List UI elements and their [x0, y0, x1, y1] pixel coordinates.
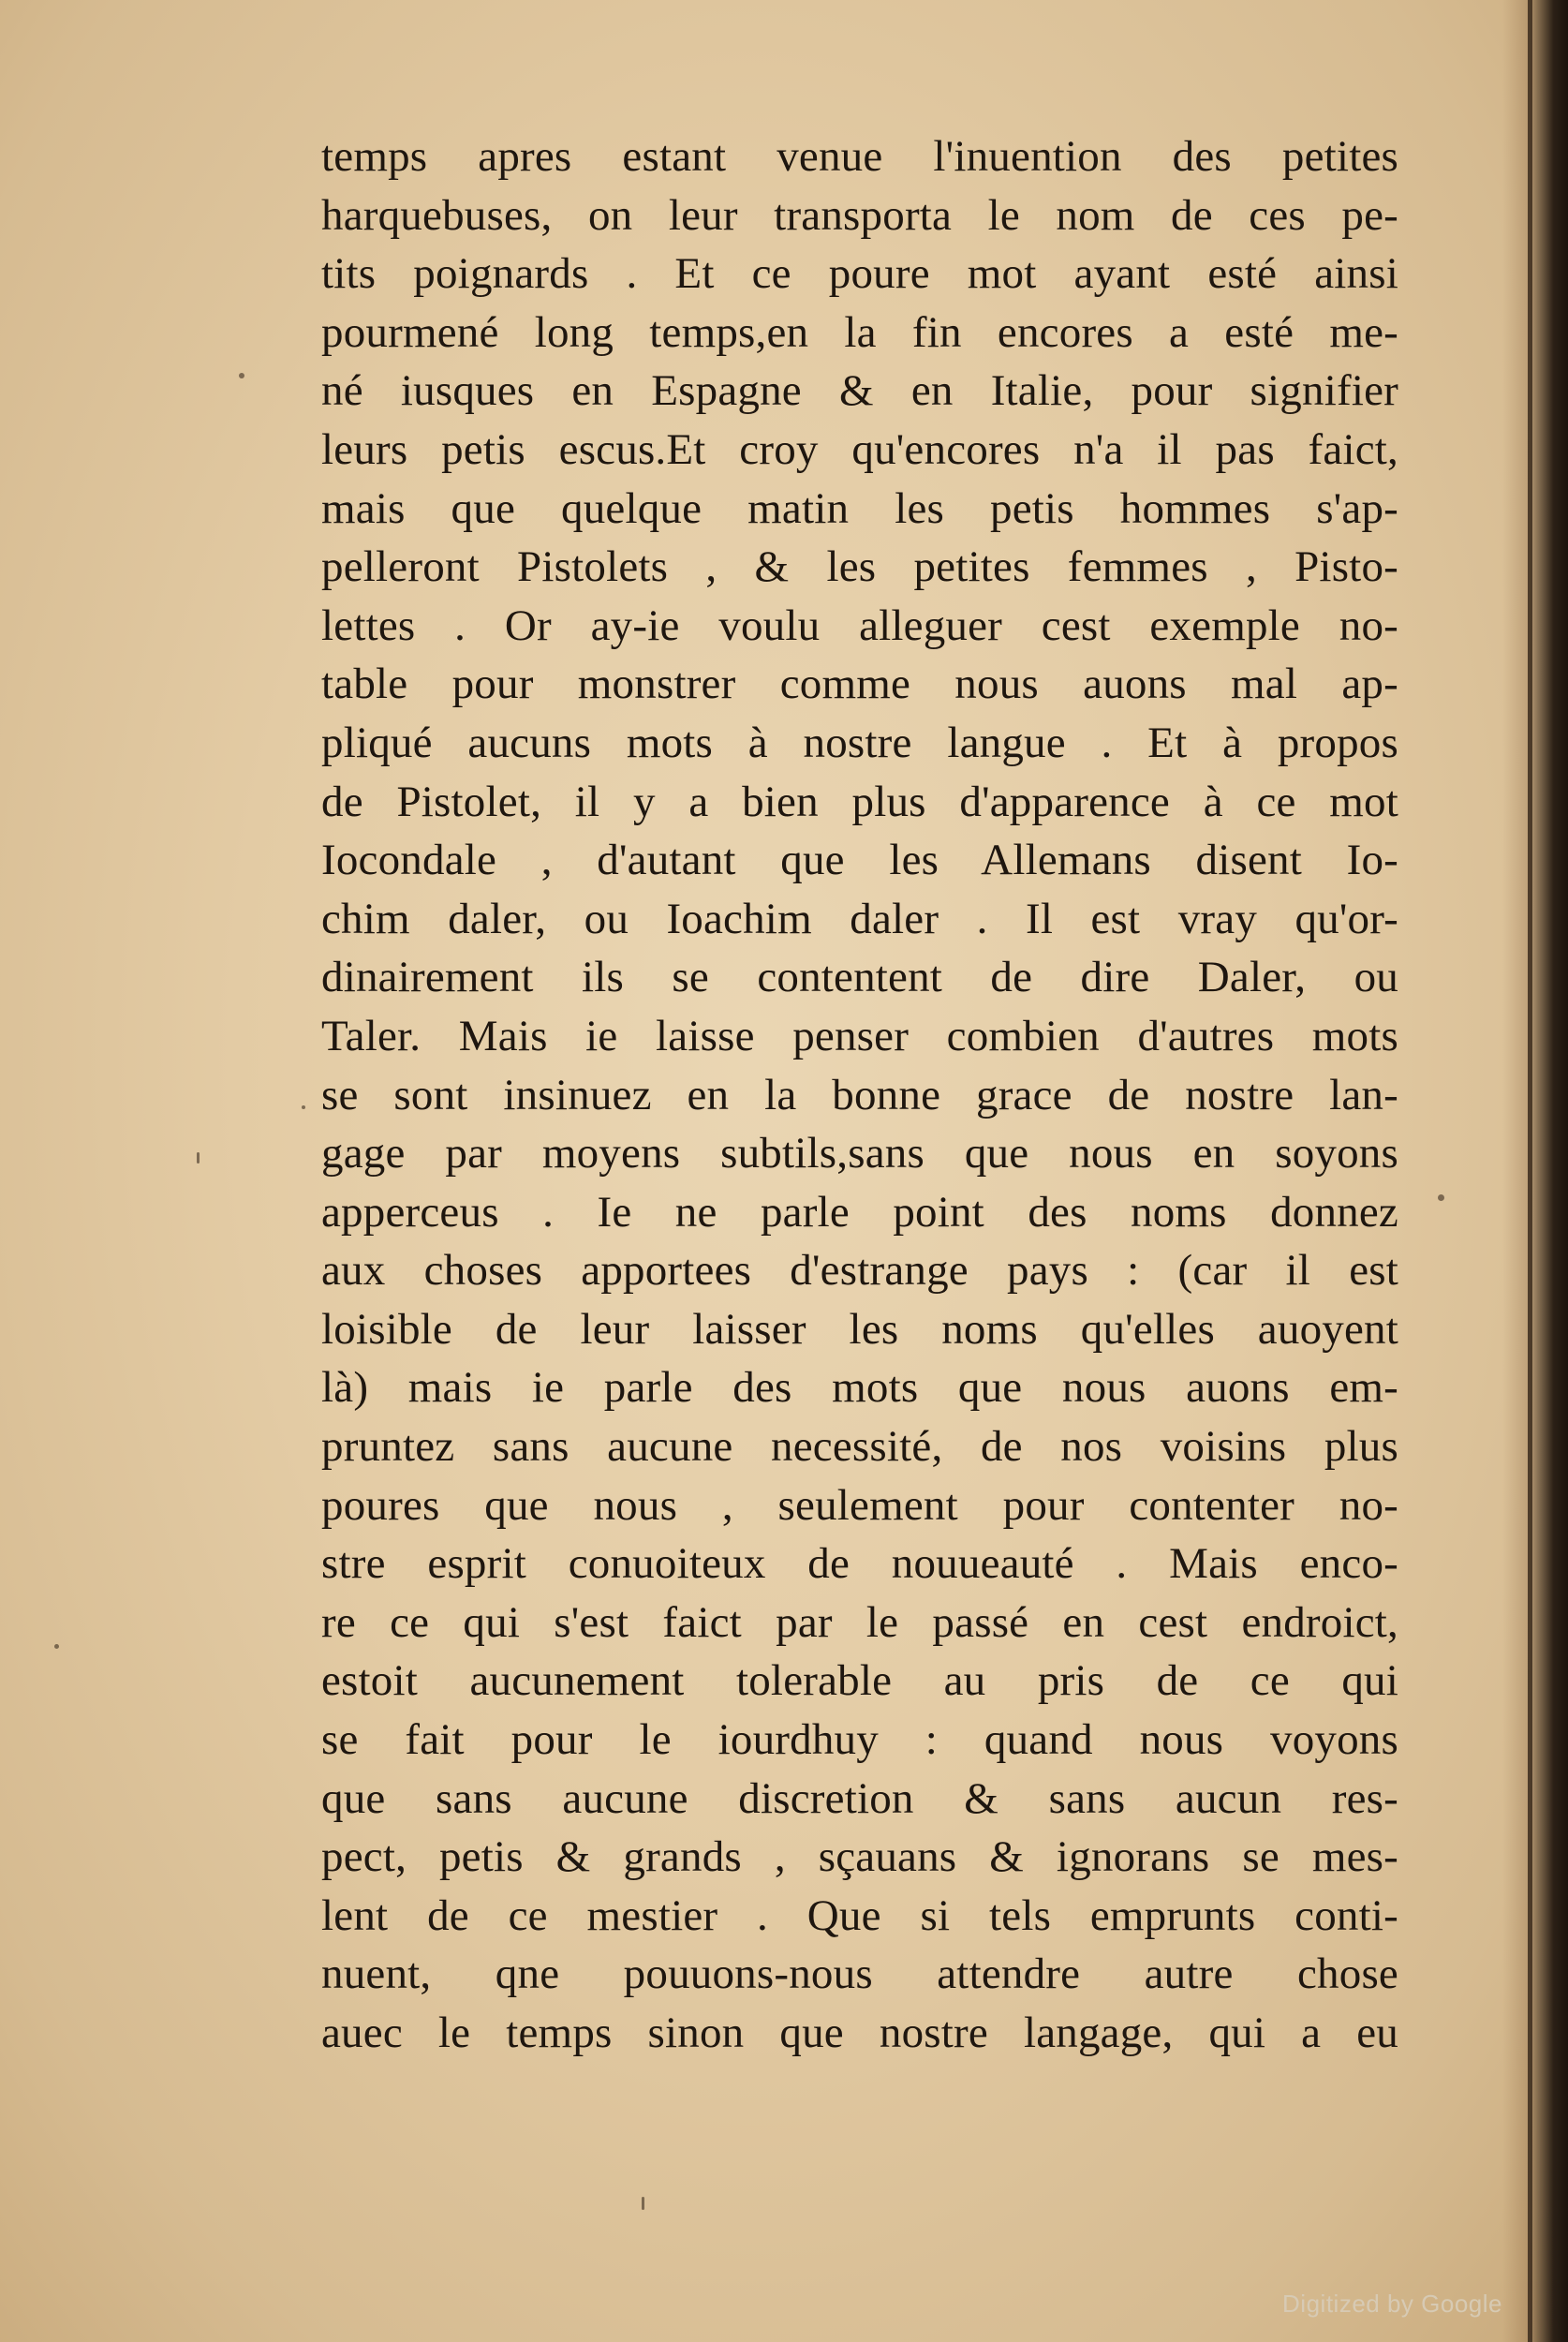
text-line: harquebuses, on leur transporta le nom de ces pe-: [321, 190, 1398, 240]
text-line: stre esprit conuoiteux de nouueauté . Mais enco-: [321, 1539, 1398, 1589]
text-line: lent de ce mestier . Que si tels emprunts conti-: [321, 1890, 1398, 1940]
page-text-block: [321, 127, 1398, 2063]
text-line: lettes . Or ay-ie voulu alleguer cest exemple no-: [321, 600, 1398, 650]
text-line: pelleront Pistolets , & les petites femmes , Pisto-: [321, 542, 1398, 592]
paper-speck: [1438, 1194, 1444, 1201]
paper-speck: [642, 2197, 644, 2210]
page-binding-edge: [1528, 0, 1532, 2342]
text-line: pliqué aucuns mots à nostre langue . Et à propos: [321, 718, 1398, 767]
paper-speck: [239, 373, 244, 378]
text-line: auec le temps sinon que nostre langage, qui a eu: [321, 2008, 1398, 2057]
text-line: chim daler, ou Ioachim daler . Il est vray qu'or-: [321, 894, 1398, 943]
text-line: de Pistolet, il y a bien plus d'apparence à ce mot: [321, 777, 1398, 826]
text-line: tits poignards . Et ce poure mot ayant esté ainsi: [321, 249, 1398, 299]
text-line: pourmené long temps,en la fin encores a esté me-: [321, 307, 1398, 357]
text-line: leurs petis escus.Et croy qu'encores n'a il pas faict,: [321, 424, 1398, 474]
text-line: pect, petis & grands , sçauans & ignorans se mes-: [321, 1832, 1398, 1882]
text-line: se fait pour le iourdhuy : quand nous voyons: [321, 1715, 1398, 1765]
text-line: poures que nous , seulement pour contenter no-: [321, 1480, 1398, 1530]
text-line: estoit aucunement tolerable au pris de ce qui: [321, 1656, 1398, 1706]
text-line: dinairement ils se contentent de dire Daler, ou: [321, 953, 1398, 1002]
paper-speck: [197, 1152, 200, 1164]
text-line: temps apres estant venue l'inuention des petites: [321, 132, 1398, 181]
text-line: nuent, qne pouuons-nous attendre autre chose: [321, 1949, 1398, 1999]
text-line: né iusques en Espagne & en Italie, pour signifier: [321, 366, 1398, 416]
text-line: là) mais ie parle des mots que nous auons em-: [321, 1363, 1398, 1413]
text-line: apperceus . Ie ne parle point des noms donnez: [321, 1187, 1398, 1237]
text-line: loisible de leur laisser les noms qu'elles auoyent: [321, 1304, 1398, 1354]
text-line: Iocondale , d'autant que les Allemans disent Io-: [321, 836, 1398, 885]
text-line: aux choses apportees d'estrange pays : (car il est: [321, 1246, 1398, 1296]
text-line: mais que quelque matin les petis hommes s'ap-: [321, 483, 1398, 533]
page-binding-shadow: [1502, 0, 1568, 2342]
text-line: gage par moyens subtils,sans que nous en soyons: [321, 1129, 1398, 1178]
text-line: que sans aucune discretion & sans aucun res-: [321, 1773, 1398, 1823]
text-line: re ce qui s'est faict par le passé en cest endroict,: [321, 1597, 1398, 1647]
paper-speck: [54, 1644, 59, 1649]
text-line: table pour monstrer comme nous auons mal ap-: [321, 660, 1398, 709]
digitized-watermark: Digitized by Google: [1282, 2290, 1502, 2318]
text-line: pruntez sans aucune necessité, de nos voisins plus: [321, 1422, 1398, 1472]
paper-speck: [302, 1105, 305, 1109]
text-line: Taler. Mais ie laisse penser combien d'autres mots: [321, 1011, 1398, 1060]
text-line: se sont insinuez en la bonne grace de nostre lan-: [321, 1070, 1398, 1119]
